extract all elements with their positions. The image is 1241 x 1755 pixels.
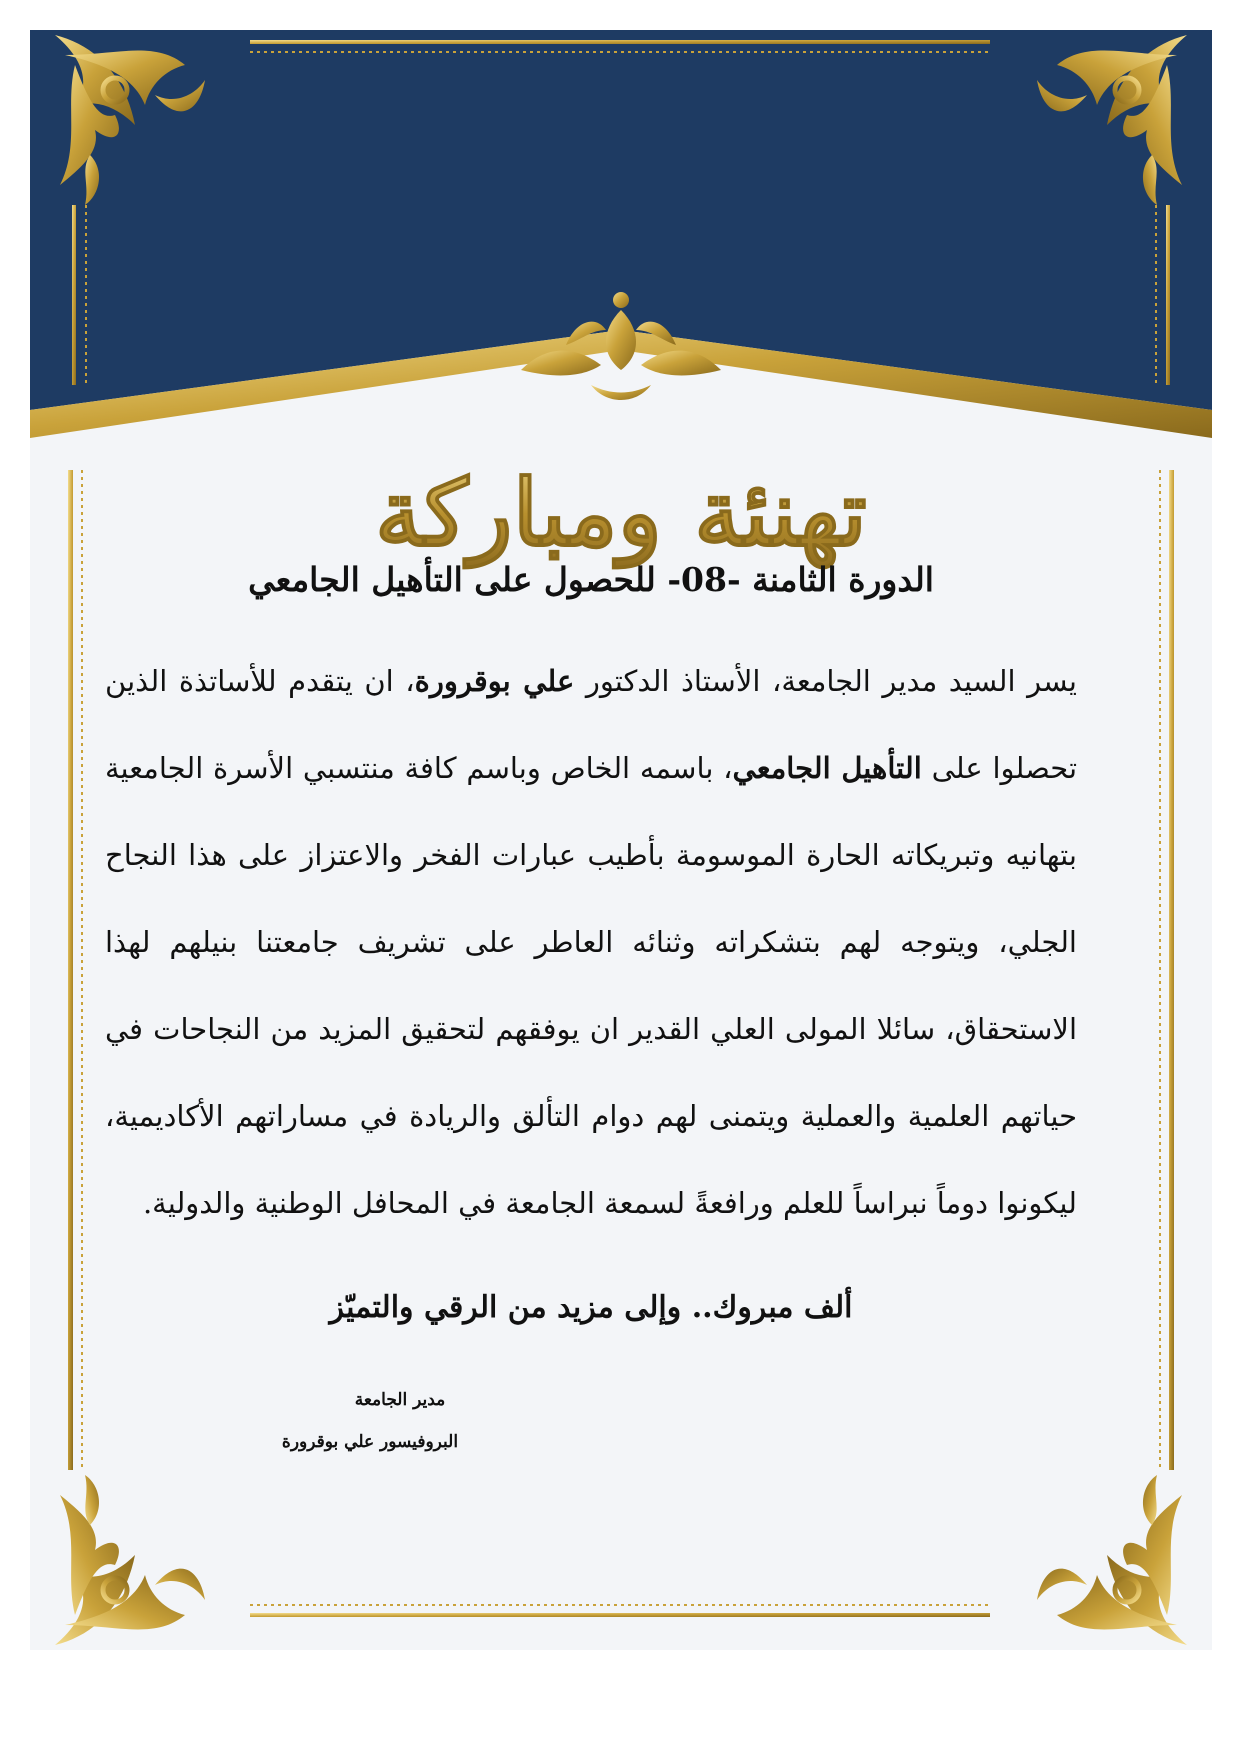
- signature-name: البروفيسور علي بوقرورة: [281, 1432, 459, 1452]
- body-part-2: ، ان يتقدم للأساتذة الذين تحصلوا على: [105, 664, 1078, 785]
- congratulations-title: تهنئة ومباركة: [375, 459, 867, 567]
- closing-line: ألف مبروك.. وإلى مزيد من الرقي والتميّز: [329, 1290, 853, 1325]
- body-part-1: يسر السيد مدير الجامعة، الأستاذ الدكتور: [585, 664, 1078, 698]
- session-heading: الدورة الثامنة -08- للحصول على التأهيل الجامعي: [248, 560, 934, 599]
- corner-ornament-bottom-right: [1037, 1475, 1187, 1645]
- body-part-3: ، باسمه الخاص وباسم كافة منتسبي الأسرة الجامعية بتهانيه وتبريكاته الحارة الموسومة بأطيب عبارات الفخر والاعتزاز على هذا النجاح الجلي، ويتوجه لهم بتشكراته وثنائه العاطر على تشريف جامعتنا بنيلهم لهذا الاستحقاق، سائلا المولى العلي القدير ان يوفقهم لتحقيق المزيد من النجاحات في حياتهم العلمية والعملية ويتمنى لهم دوام التألق والريادة في مساراتهم الأكاديمية، ليكونوا دوماً نبراساً للعلم ورافعةً لسمعة الجامعة في المحافل الوطنية والدولية.: [105, 751, 1077, 1220]
- habilitation-title: التأهيل الجامعي: [732, 751, 922, 785]
- congratulation-body: [105, 638, 1077, 1247]
- director-name: علي بوقرورة: [414, 664, 575, 698]
- corner-ornament-bottom-left: [55, 1475, 205, 1645]
- signature-title: مدير الجامعة: [354, 1390, 446, 1410]
